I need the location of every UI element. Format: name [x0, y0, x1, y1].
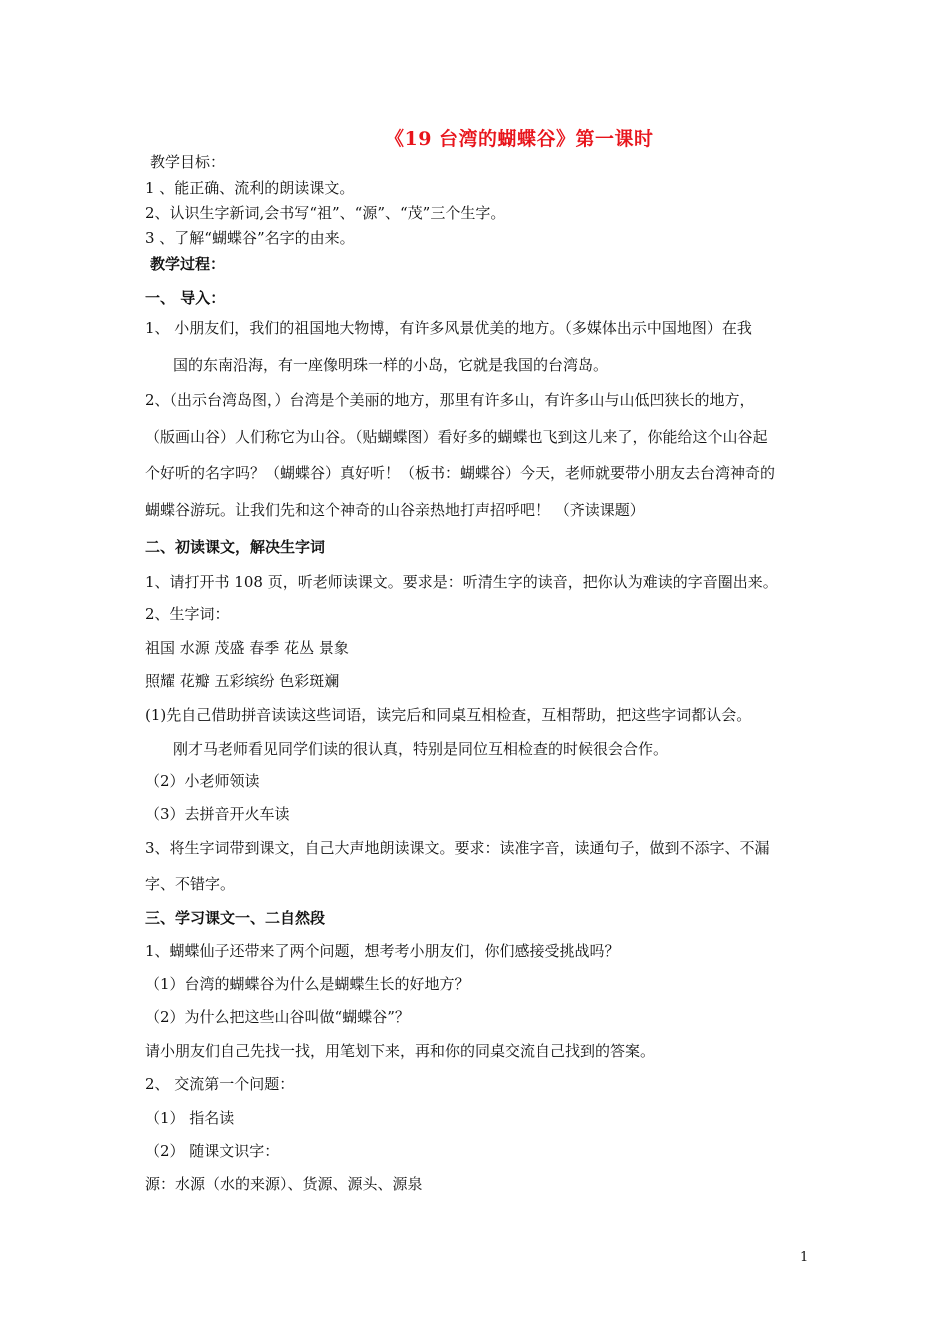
- paragraph-line: 2、生字词：: [145, 605, 230, 623]
- paragraph-line: （1） 指名读: [145, 1109, 235, 1127]
- section-heading: 三、学习课文一、二自然段: [145, 909, 326, 927]
- lesson-title: 《19 台湾的蝴蝶谷》第一课时: [385, 128, 654, 150]
- paragraph-line: 源：水源（水的来源）、货源、源头、源泉: [145, 1175, 423, 1193]
- paragraph-line: （2）为什么把这些山谷叫做“蝴蝶谷”？: [145, 1008, 410, 1026]
- paragraph-line: 2、（出示台湾岛图，）台湾是个美丽的地方，那里有许多山，有许多山与山低凹狭长的地方，: [145, 391, 755, 409]
- paragraph-line: 1、请打开书 108 页，听老师读课文。要求是：听清生字的读音，把你认为难读的字音圈出来。: [145, 573, 778, 591]
- paragraph-line: （1）台湾的蝴蝶谷为什么是蝴蝶生长的好地方？: [145, 975, 470, 993]
- paragraph-line: （2）小老师领读: [145, 772, 260, 790]
- paragraph-line: 字、不错字。: [145, 875, 236, 893]
- objective-item: 1 、能正确、流利的朗读课文。: [145, 179, 355, 197]
- paragraph-line: 1、 小朋友们，我们的祖国地大物博，有许多风景优美的地方。（多媒体出示中国地图）在我: [145, 319, 752, 337]
- paragraph-line: (1)先自己借助拼音读读这些词语，读完后和同桌互相检查，互相帮助，把这些字词都认会。: [145, 706, 752, 724]
- objectives-heading: 教学目标：: [150, 153, 226, 171]
- vocabulary-line: 照耀 花瓣 五彩缤纷 色彩斑斓: [145, 672, 340, 690]
- paragraph-line: 2、 交流第一个问题：: [145, 1075, 295, 1093]
- section-heading: 二、初读课文，解决生字词: [145, 538, 326, 556]
- page-number: 1: [800, 1250, 809, 1265]
- paragraph-line: 国的东南沿海，有一座像明珠一样的小岛，它就是我国的台湾岛。: [173, 356, 609, 374]
- paragraph-line: 个好听的名字吗？（蝴蝶谷）真好听！（板书：蝴蝶谷）今天，老师就要带小朋友去台湾神奇的: [145, 464, 776, 482]
- paragraph-line: 3、将生字词带到课文，自己大声地朗读课文。要求：读准字音，读通句子，做到不添字、不漏: [145, 839, 770, 857]
- process-heading: 教学过程：: [150, 255, 226, 273]
- paragraph-line: （2） 随课文识字：: [145, 1142, 280, 1160]
- paragraph-line: 请小朋友们自己先找一找，用笔划下来，再和你的同桌交流自己找到的答案。: [145, 1042, 656, 1060]
- paragraph-line: 1、蝴蝶仙子还带来了两个问题，想考考小朋友们，你们感接受挑战吗？: [145, 942, 620, 960]
- section-heading: 一、 导入：: [145, 289, 226, 307]
- objective-item: 2、认识生字新词,会书写“祖”、“源”、“茂”三个生字。: [145, 204, 506, 222]
- paragraph-line: （版画山谷）人们称它为山谷。（贴蝴蝶图）看好多的蝴蝶也飞到这儿来了，你能给这个山谷起: [145, 428, 768, 446]
- objective-item: 3 、了解“蝴蝶谷”名字的由来。: [145, 229, 355, 247]
- paragraph-line: （3）去拼音开火车读: [145, 805, 290, 823]
- vocabulary-line: 祖国 水源 茂盛 春季 花丛 景象: [145, 639, 349, 657]
- paragraph-line: 刚才马老师看见同学们读的很认真，特别是同位互相检查的时候很会合作。: [173, 740, 669, 758]
- paragraph-line: 蝴蝶谷游玩。让我们先和这个神奇的山谷亲热地打声招呼吧！ （齐读课题）: [145, 501, 645, 519]
